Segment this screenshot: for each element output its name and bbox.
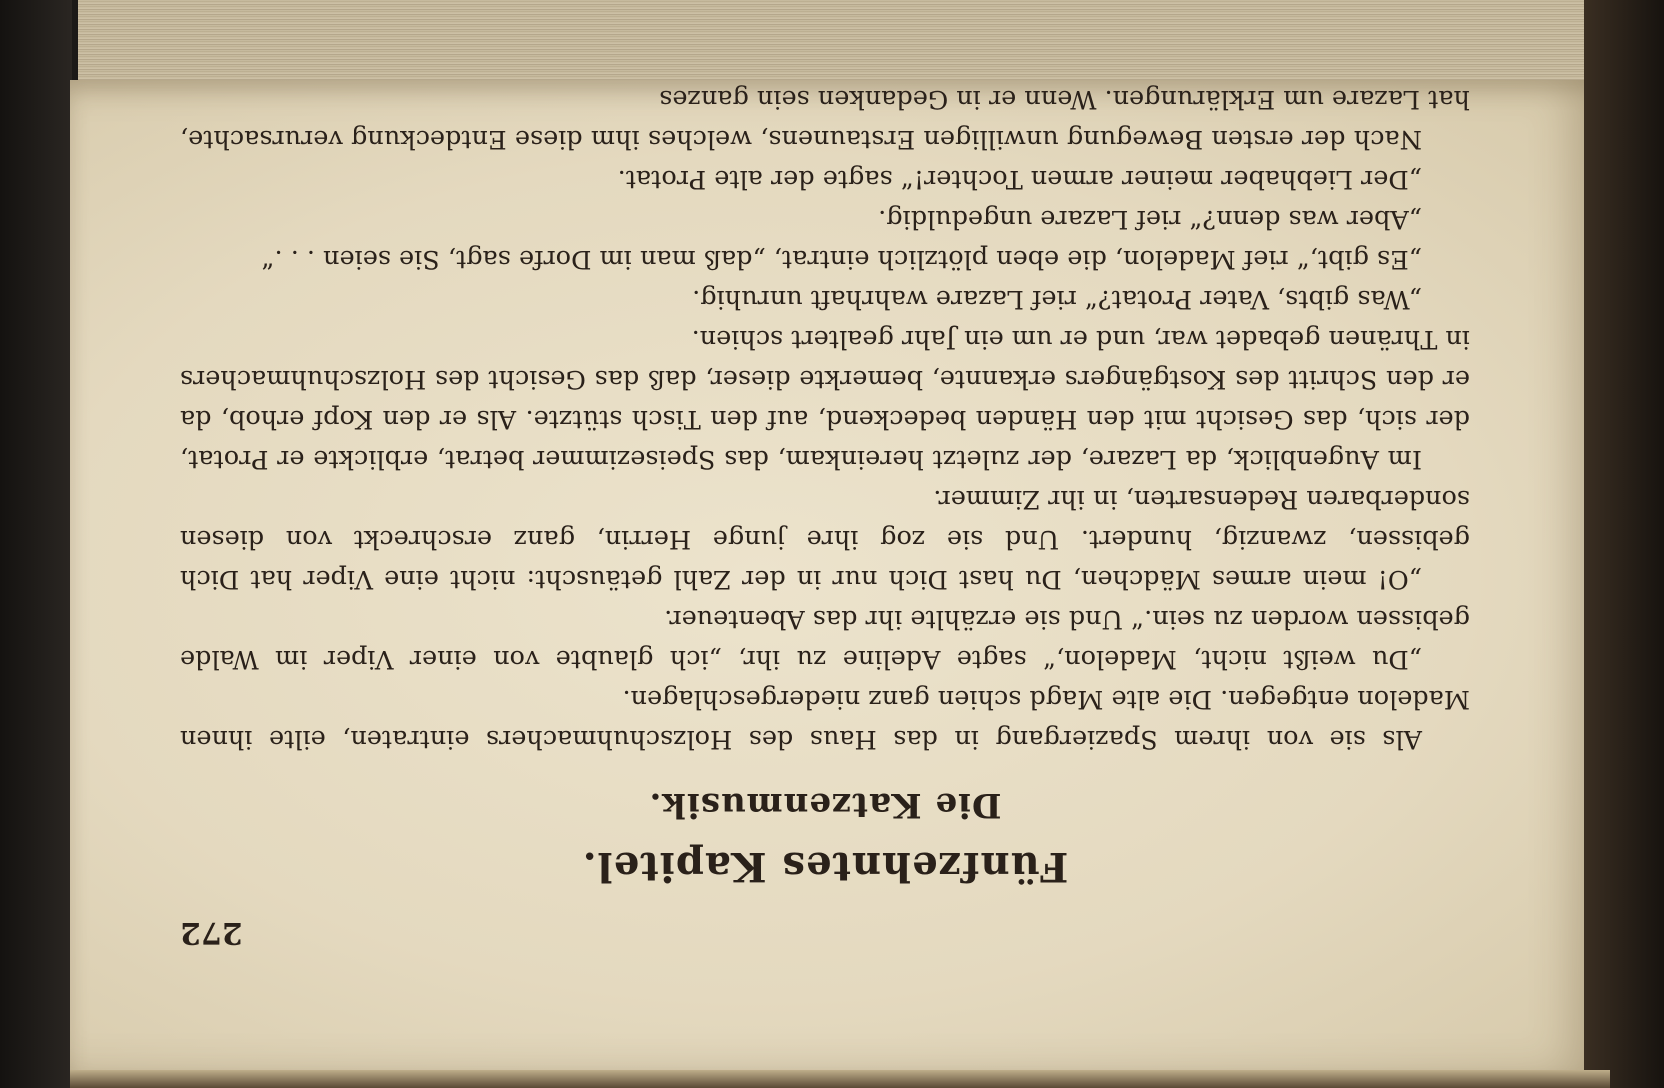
paragraph: Nach der ersten Bewegung unwilligen Erstaunens, welches ihm diese Entdeckung verursachte, hat Lazare um Erklärungen. Wenn er in Gedanken sein ganzes — [180, 84, 1470, 154]
page-edges — [78, 0, 1608, 88]
paragraph: „Du weißt nicht, Madelon,“ sagte Adeline zu ihr, „ich glaubte von einer Viper im Walde gebissen worden zu sein.“ Und sie erzählte ihr das Abenteuer. — [180, 604, 1470, 674]
chapter-subtitle: Die Katzenmusik. — [648, 785, 1002, 825]
book-bottom-edge — [70, 1070, 1610, 1088]
page-text-block — [180, 84, 1470, 950]
paragraph: Im Augenblick, da Lazare, der zuletzt hereinkam, das Speisezimmer betrat, erblickte er Protat, der sich, das Gesicht mit den Händen bedeckend, auf den Tisch stützte. Als er den Kopf erhob, da er den Schritt des Kostgängers erkannte, bemerkte dieser, daß das Gesicht des Holzschuhmachers in Thränen gebadet war, und er um ein Jahr gealtert schien. — [180, 324, 1470, 474]
dark-background-right — [1584, 0, 1664, 1088]
paragraph: „Aber was denn?“ rief Lazare ungeduldig. — [878, 204, 1422, 234]
page-number: 272 — [180, 915, 243, 950]
paragraph: „Was gibts, Vater Protat?“ rief Lazare wahrhaft unruhig. — [692, 284, 1422, 314]
paragraph: „O! mein armes Mädchen, Du hast Dich nur in der Zahl getäuscht: nicht eine Viper hat Dich gebissen, zwanzig, hundert. Und sie zog ihre junge Herrin, ganz erschreckt von diesen sonderbaren Redensarten, in ihr Zimmer. — [180, 484, 1470, 594]
paragraph: „Es gibt,“ rief Madelon, die eben plötzlich eintrat, „daß man im Dorfe sagt, Sie seien . . .“ — [261, 244, 1422, 274]
dark-background-left — [0, 0, 72, 1088]
chapter-title: Fünfzehntes Kapitel. — [581, 843, 1069, 890]
body-text — [180, 79, 1470, 759]
paragraph: Als sie von ihrem Spaziergang in das Haus des Holzschuhmachers eintraten, eilte ihnen Madelon entgegen. Die alte Magd schien ganz niedergeschlagen. — [180, 684, 1470, 754]
paragraph: „Der Liebhaber meiner armen Tochter!“ sagte der alte Protat. — [617, 164, 1422, 194]
